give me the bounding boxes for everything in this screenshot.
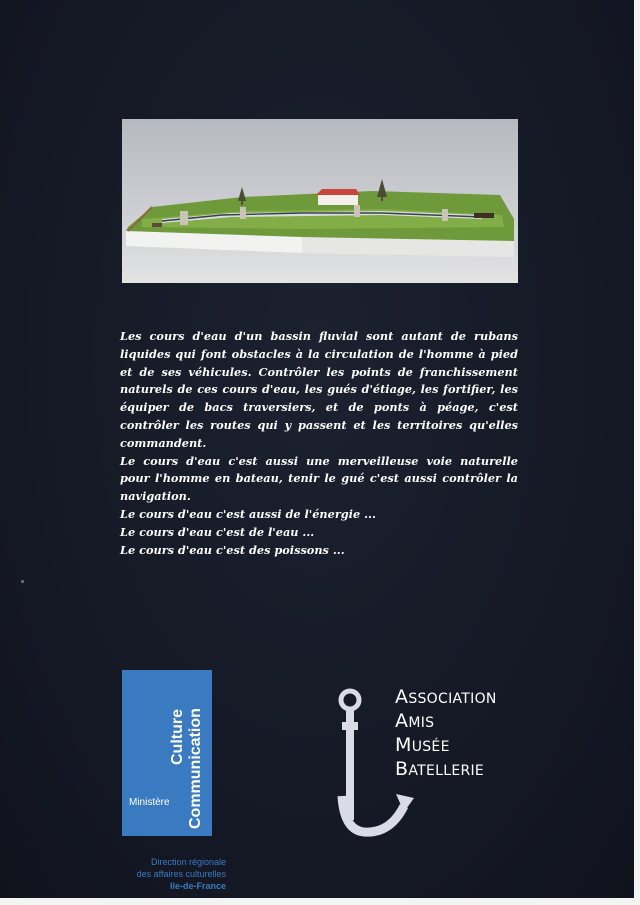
association-line-1: ASSOCIATION — [395, 686, 497, 708]
line-poissons: Le cours d'eau c'est des poissons ... — [120, 542, 345, 557]
drac-region: Ile-de-France — [169, 881, 226, 891]
speck — [21, 580, 24, 583]
culture-word: Culture — [169, 709, 186, 765]
drac-line-1: Direction régionale — [150, 857, 226, 867]
association-line-4: BATELLERIE — [395, 758, 485, 780]
ministere-label: Ministère — [129, 797, 170, 808]
body-text — [120, 328, 518, 559]
drac-caption — [108, 856, 226, 892]
association-line-3: MUSÉE — [395, 734, 450, 756]
paragraph-intro: Les cours d'eau d'un bassin fluvial sont autant de rubans liquides qui font obstacles à la circulation de l'homme à pied et de ses véhicules. Contrôler les points de franchissement naturels de ces cours d'eau, les gués d'étiage, les fortifier, les équiper de bacs traversiers, et de ponts à péage, c'est contrôler les routes qui y passent et les territoires qu'elles commandent. — [120, 329, 518, 450]
association-line-2: AMIS — [395, 710, 435, 732]
paragraph-navigation: Le cours d'eau c'est aussi une merveilleuse voie naturelle pour l'homme en bateau, tenir le gué c'est aussi contrôler la navigation. — [120, 453, 518, 504]
line-energie: Le cours d'eau c'est aussi de l'énergie ... — [120, 506, 376, 521]
association-name — [395, 686, 497, 782]
model-photo — [122, 119, 518, 283]
communication-word: Communication — [187, 708, 204, 829]
drac-line-2: des affaires culturelles — [136, 869, 226, 879]
line-eau: Le cours d'eau c'est de l'eau ... — [120, 524, 315, 539]
